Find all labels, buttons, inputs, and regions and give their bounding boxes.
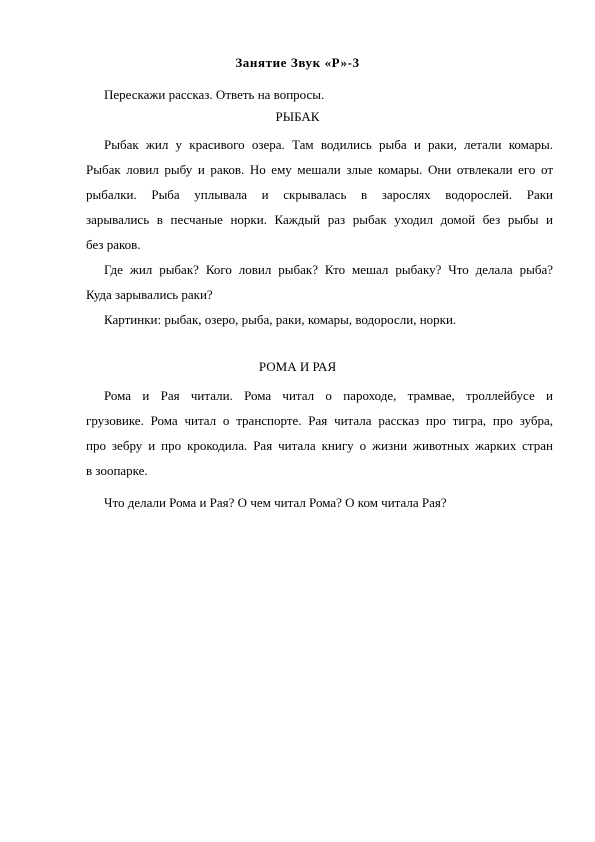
story1-line: Рыбак ловил рыбу и раков. Но ему мешали злые комары. Они отвлекали его от bbox=[86, 162, 553, 177]
lesson-title: Занятие Звук «Р»-3 bbox=[235, 55, 360, 70]
story1-pictures: Картинки: рыбак, озеро, рыба, раки, комары, водоросли, норки. bbox=[104, 312, 457, 327]
story1-line: рыбалки. Рыба уплывала и скрывалась в зарослях водорослей. Раки bbox=[86, 187, 553, 202]
story2-line: про зебру и про крокодила. Рая читала книгу о жизни животных жарких стран bbox=[86, 438, 553, 453]
story1-questions-line: Где жил рыбак? Кого ловил рыбак? Кто мешал рыбаку? Что делала рыба? bbox=[104, 262, 553, 277]
story1-line: зарывались в песчаные норки. Каждый раз рыбак уходил домой без рыбы и bbox=[86, 212, 553, 227]
instruction-text: Перескажи рассказ. Ответь на вопросы. bbox=[104, 87, 325, 102]
story1-heading: РЫБАК bbox=[275, 109, 320, 124]
story1-line: Рыбак жил у красивого озера. Там водились рыба и раки, летали комары. bbox=[104, 137, 553, 152]
story2-heading: РОМА И РАЯ bbox=[258, 359, 337, 374]
story2-line: в зоопарке. bbox=[86, 463, 148, 478]
story2-line: грузовике. Рома читал о транспорте. Рая читала рассказ про тигра, про зубра, bbox=[86, 413, 553, 428]
story1-line: без раков. bbox=[86, 237, 141, 252]
story2-line: Рома и Рая читали. Рома читал о пароходе, трамвае, троллейбусе и bbox=[104, 388, 553, 403]
story1-questions-line: Куда зарывались раки? bbox=[86, 287, 213, 302]
story2-questions: Что делали Рома и Рая? О чем читал Рома? О ком читала Рая? bbox=[104, 495, 447, 510]
